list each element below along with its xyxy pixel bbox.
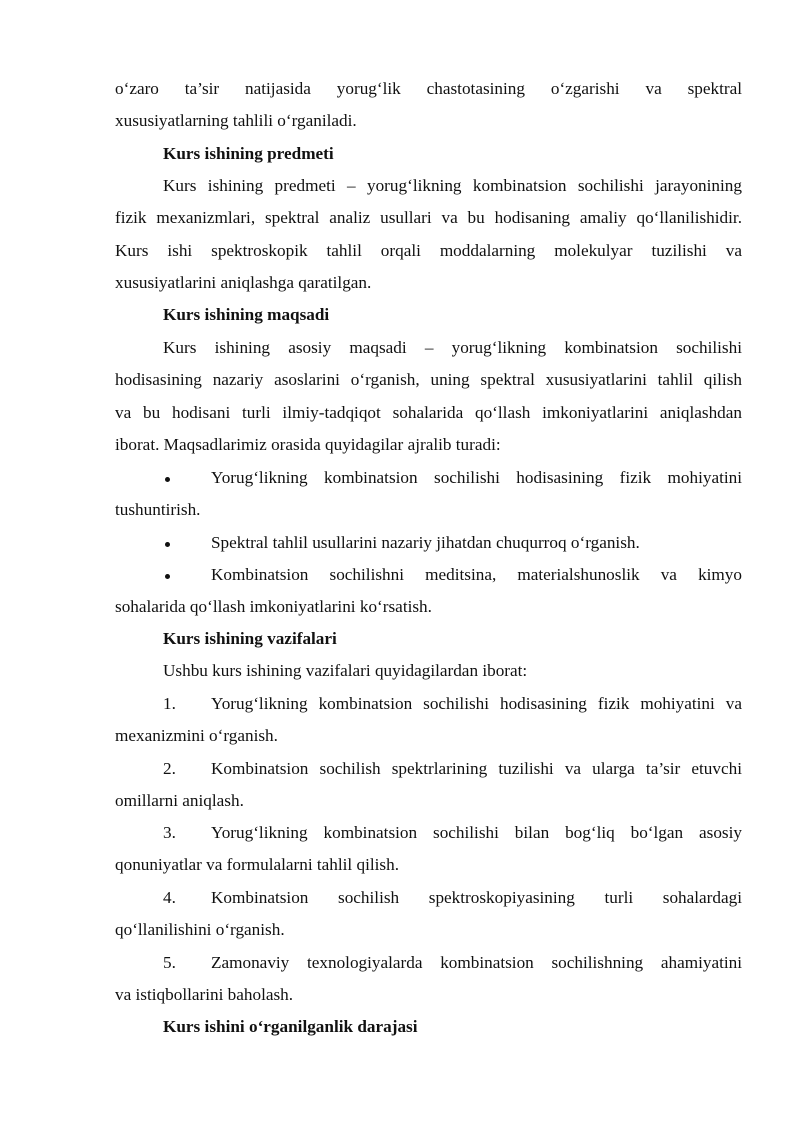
bullet-item-line: Kombinatsion sochilishni meditsina, materialshunoslik va kimyo	[211, 565, 742, 584]
bullet-icon	[165, 527, 170, 559]
bullet-item-line: Spektral tahlil usullarini nazariy jihatdan chuqurroq o‘rganish.	[211, 533, 640, 552]
bullet-icon	[165, 462, 170, 494]
list-item-line: va istiqbollarini baholash.	[115, 985, 294, 1004]
paragraph-line: Kurs ishining predmeti – yorug‘likning kombinatsion sochilishi jarayonining	[163, 176, 742, 195]
list-number: 4.	[163, 888, 176, 907]
list-item-line: omillarni aniqlash.	[115, 791, 244, 810]
paragraph-line: fizik mexanizmlari, spektral analiz usullari va bu hodisaning amaliy qo‘llanilishidir.	[115, 208, 742, 227]
section-heading-predmet: Kurs ishining predmeti	[163, 144, 334, 163]
list-item-line: Zamonaviy texnologiyalarda kombinatsion sochilishning ahamiyatini	[211, 953, 742, 972]
paragraph-line: hodisasining nazariy asoslarini o‘rganish, uning spektral xususiyatlarini tahlil qilish	[115, 370, 742, 389]
list-number: 2.	[163, 759, 176, 778]
list-item-line: mexanizmini o‘rganish.	[115, 726, 278, 745]
paragraph-line: Kurs ishining asosiy maqsadi – yorug‘likning kombinatsion sochilishi	[163, 338, 742, 357]
list-item-line: Kombinatsion sochilish spektroskopiyasining turli sohalardagi	[211, 888, 742, 907]
paragraph-line: iborat. Maqsadlarimiz orasida quyidagilar ajralib turadi:	[115, 435, 501, 454]
bullet-item-line: sohalarida qo‘llash imkoniyatlarini ko‘rsatish.	[115, 597, 432, 616]
list-item-line: Yorug‘likning kombinatsion sochilishi hodisasining fizik mohiyatini va	[211, 694, 742, 713]
bullet-icon	[165, 559, 170, 591]
bullet-item-line: Yorug‘likning kombinatsion sochilishi hodisasining fizik mohiyatini	[211, 468, 742, 487]
paragraph-line: Kurs ishi spektroskopik tahlil orqali moddalarning molekulyar tuzilishi va	[115, 241, 742, 260]
paragraph-line: xususiyatlarini aniqlashga qaratilgan.	[115, 273, 372, 292]
paragraph-line: va bu hodisani turli ilmiy-tadqiqot sohalarida qo‘llash imkoniyatlarini aniqlashdan	[115, 403, 742, 422]
list-number: 1.	[163, 694, 176, 713]
paragraph-line: o‘zaro ta’sir natijasida yorug‘lik chastotasining o‘zgarishi va spektral	[115, 79, 742, 98]
paragraph-line: Ushbu kurs ishining vazifalari quyidagilardan iborat:	[163, 661, 528, 680]
list-item-line: Kombinatsion sochilish spektrlarining tuzilishi va ularga ta’sir etuvchi	[211, 759, 742, 778]
section-heading-vazifalar: Kurs ishining vazifalari	[163, 629, 337, 648]
list-item-line: Yorug‘likning kombinatsion sochilishi bilan bog‘liq bo‘lgan asosiy	[211, 823, 742, 842]
section-heading-maqsad: Kurs ishining maqsadi	[163, 305, 330, 324]
list-number: 5.	[163, 953, 176, 972]
list-item-line: qonuniyatlar va formulalarni tahlil qilish.	[115, 855, 400, 874]
section-heading-organilganlik: Kurs ishini o‘rganilganlik darajasi	[163, 1017, 418, 1036]
bullet-item-line: tushuntirish.	[115, 500, 201, 519]
list-item-line: qo‘llanilishini o‘rganish.	[115, 920, 285, 939]
paragraph-line: xususiyatlarning tahlili o‘rganiladi.	[115, 111, 357, 130]
list-number: 3.	[163, 823, 176, 842]
